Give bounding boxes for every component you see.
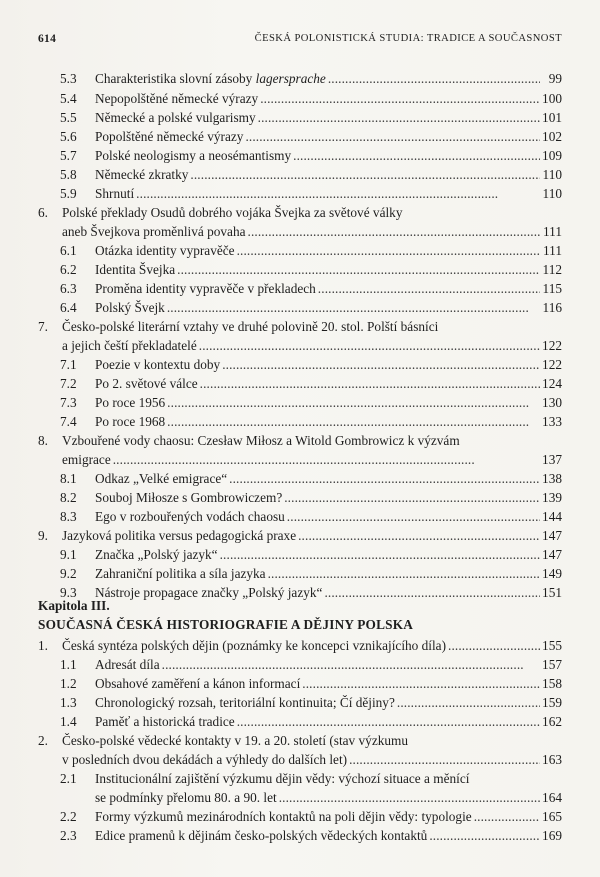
running-title: ČESKÁ POLONISTICKÁ STUDIA: TRADICE A SOUČASNOST	[254, 33, 562, 44]
dot-leader	[324, 583, 540, 603]
toc-entry-c1-2[interactable]: 1.2 Obsahové zaměření a kánon informací . . . 158	[60, 674, 562, 694]
dot-leader	[279, 788, 540, 808]
chapter-label: Kapitola III.	[38, 598, 110, 613]
toc-entry-8-1[interactable]: 8.1 Odkaz „Velké emigrace“ . . . 138	[60, 469, 562, 489]
dot-leader	[318, 279, 540, 299]
toc-entry-c1-4[interactable]: 1.4 Paměť a historická tradice . . . 162	[60, 712, 562, 732]
dot-leader	[260, 89, 540, 109]
dot-leader	[167, 412, 540, 432]
toc-entry-5-5[interactable]: 5.5 Německé a polské vulgarismy . . . 101	[60, 108, 562, 128]
dot-leader	[349, 750, 540, 770]
toc-entry-c2-3[interactable]: 2.3 Edice pramenů k dějinám česko-polských vědeckých kontaktů . . . 169	[60, 826, 562, 846]
toc-entry-5-3[interactable]: 5.3 Charakteristika slovní zásoby lagersprache . . . 99	[60, 69, 562, 89]
toc-entry-8-line1[interactable]: 8. Vzbouřené vody chaosu: Czesław Miłosz a Witold Gombrowicz k výzvám	[38, 433, 460, 448]
dot-leader	[284, 488, 540, 508]
dot-leader	[328, 69, 540, 89]
toc-entry-9[interactable]: 9. Jazyková politika versus pedagogická praxe . . . 147	[38, 526, 562, 546]
toc-entry-c1[interactable]: 1. Česká syntéza polských dějin (poznámky ke koncepci vznikajícího díla) . . . 155	[38, 636, 562, 656]
dot-leader	[200, 374, 540, 394]
toc-entry-6-3[interactable]: 6.3 Proměna identity vypravěče v překladech . . . 115	[60, 279, 562, 299]
dot-leader	[113, 450, 540, 470]
toc-entry-9-2[interactable]: 9.2 Zahraniční politika a síla jazyka . . . 149	[60, 564, 562, 584]
dot-leader	[258, 108, 540, 128]
dot-leader	[237, 241, 540, 261]
dot-leader	[220, 545, 540, 565]
toc-entry-8-3[interactable]: 8.3 Ego v rozbouřených vodách chaosu . . . 144	[60, 507, 562, 527]
dot-leader	[136, 184, 540, 204]
dot-leader	[302, 674, 540, 694]
dot-leader	[162, 655, 540, 675]
dot-leader	[248, 222, 540, 242]
dot-leader	[287, 507, 540, 527]
page-number: 614	[38, 33, 57, 45]
dot-leader	[167, 298, 540, 318]
toc-entry-7[interactable]: a jejich čeští překladatelé . . . 122	[62, 336, 562, 356]
dot-leader	[429, 826, 540, 846]
toc-entry-c2[interactable]: v posledních dvou dekádách a výhledy do dalších let) . . . 163	[62, 750, 562, 770]
toc-entry-6-line1[interactable]: 6. Polské překlady Osudů dobrého vojáka Švejka za světové války	[38, 205, 403, 220]
dot-leader	[268, 564, 540, 584]
toc-entry-c2-1-line1[interactable]: 2.1 Institucionální zajištění výzkumu dějin vědy: výchozí situace a měnící	[60, 771, 470, 786]
toc-entry-c1-3[interactable]: 1.3 Chronologický rozsah, teritoriální kontinuita; Čí dějiny? . . . 159	[60, 693, 562, 713]
toc-entry-7-line1[interactable]: 7. Česko-polské literární vztahy ve druhé polovině 20. stol. Polští básníci	[38, 319, 439, 334]
toc-entry-c2-1[interactable]: se podmínky přelomu 80. a 90. let . . . 164	[95, 788, 562, 808]
dot-leader	[229, 469, 540, 489]
toc-entry-9-1[interactable]: 9.1 Značka „Polský jazyk“ . . . 147	[60, 545, 562, 565]
toc-entry-6-2[interactable]: 6.2 Identita Švejka . . . 112	[60, 260, 562, 280]
dot-leader	[474, 807, 540, 827]
toc-entry-6-1[interactable]: 6.1 Otázka identity vypravěče . . . 111	[60, 241, 562, 261]
dot-leader	[298, 526, 540, 546]
dot-leader	[177, 260, 540, 280]
toc-entry-c1-1[interactable]: 1.1 Adresát díla . . . 157	[60, 655, 562, 675]
toc-entry-7-1[interactable]: 7.1 Poezie v kontextu doby . . . 122	[60, 355, 562, 375]
toc-entry-6-4[interactable]: 6.4 Polský Švejk . . . 116	[60, 298, 562, 318]
toc-entry-5-8[interactable]: 5.8 Německé zkratky . . . 110	[60, 165, 562, 185]
dot-leader	[167, 393, 540, 413]
dot-leader	[237, 712, 540, 732]
toc-entry-c2-2[interactable]: 2.2 Formy výzkumů mezinárodních kontaktů na poli dějin vědy: typologie . . . 165	[60, 807, 562, 827]
chapter-title: SOUČASNÁ ČESKÁ HISTORIOGRAFIE A DĚJINY POLSKA	[38, 617, 414, 632]
toc-entry-6[interactable]: aneb Švejkova proměnlivá povaha . . . 111	[62, 222, 562, 242]
dot-leader	[293, 146, 540, 166]
dot-leader	[448, 636, 540, 656]
toc-entry-5-6[interactable]: 5.6 Popolštěné německé výrazy . . . 102	[60, 127, 562, 147]
toc-entry-5-9[interactable]: 5.9 Shrnutí . . . 110	[60, 184, 562, 204]
toc-entry-7-4[interactable]: 7.4 Po roce 1968 . . . 133	[60, 412, 562, 432]
toc-entry-8[interactable]: emigrace . . . 137	[62, 450, 562, 470]
running-header	[38, 33, 562, 49]
toc-entry-5-7[interactable]: 5.7 Polské neologismy a neosémantismy . . . 109	[60, 146, 562, 166]
toc-entry-9-3[interactable]: 9.3 Nástroje propagace značky „Polský jazyk“ . . . 151	[60, 583, 562, 603]
dot-leader	[199, 336, 540, 356]
dot-leader	[190, 165, 540, 185]
dot-leader	[397, 693, 540, 713]
dot-leader	[222, 355, 540, 375]
dot-leader	[245, 127, 540, 147]
toc-entry-c2-line1[interactable]: 2. Česko-polské vědecké kontakty v 19. a 20. století (stav výzkumu	[38, 733, 409, 748]
toc-entry-7-2[interactable]: 7.2 Po 2. světové válce . . . 124	[60, 374, 562, 394]
toc-entry-7-3[interactable]: 7.3 Po roce 1956 . . . 130	[60, 393, 562, 413]
toc-entry-5-4[interactable]: 5.4 Nepopolštěné německé výrazy . . . 100	[60, 89, 562, 109]
toc-entry-8-2[interactable]: 8.2 Souboj Miłosze s Gombrowiczem? . . . 139	[60, 488, 562, 508]
